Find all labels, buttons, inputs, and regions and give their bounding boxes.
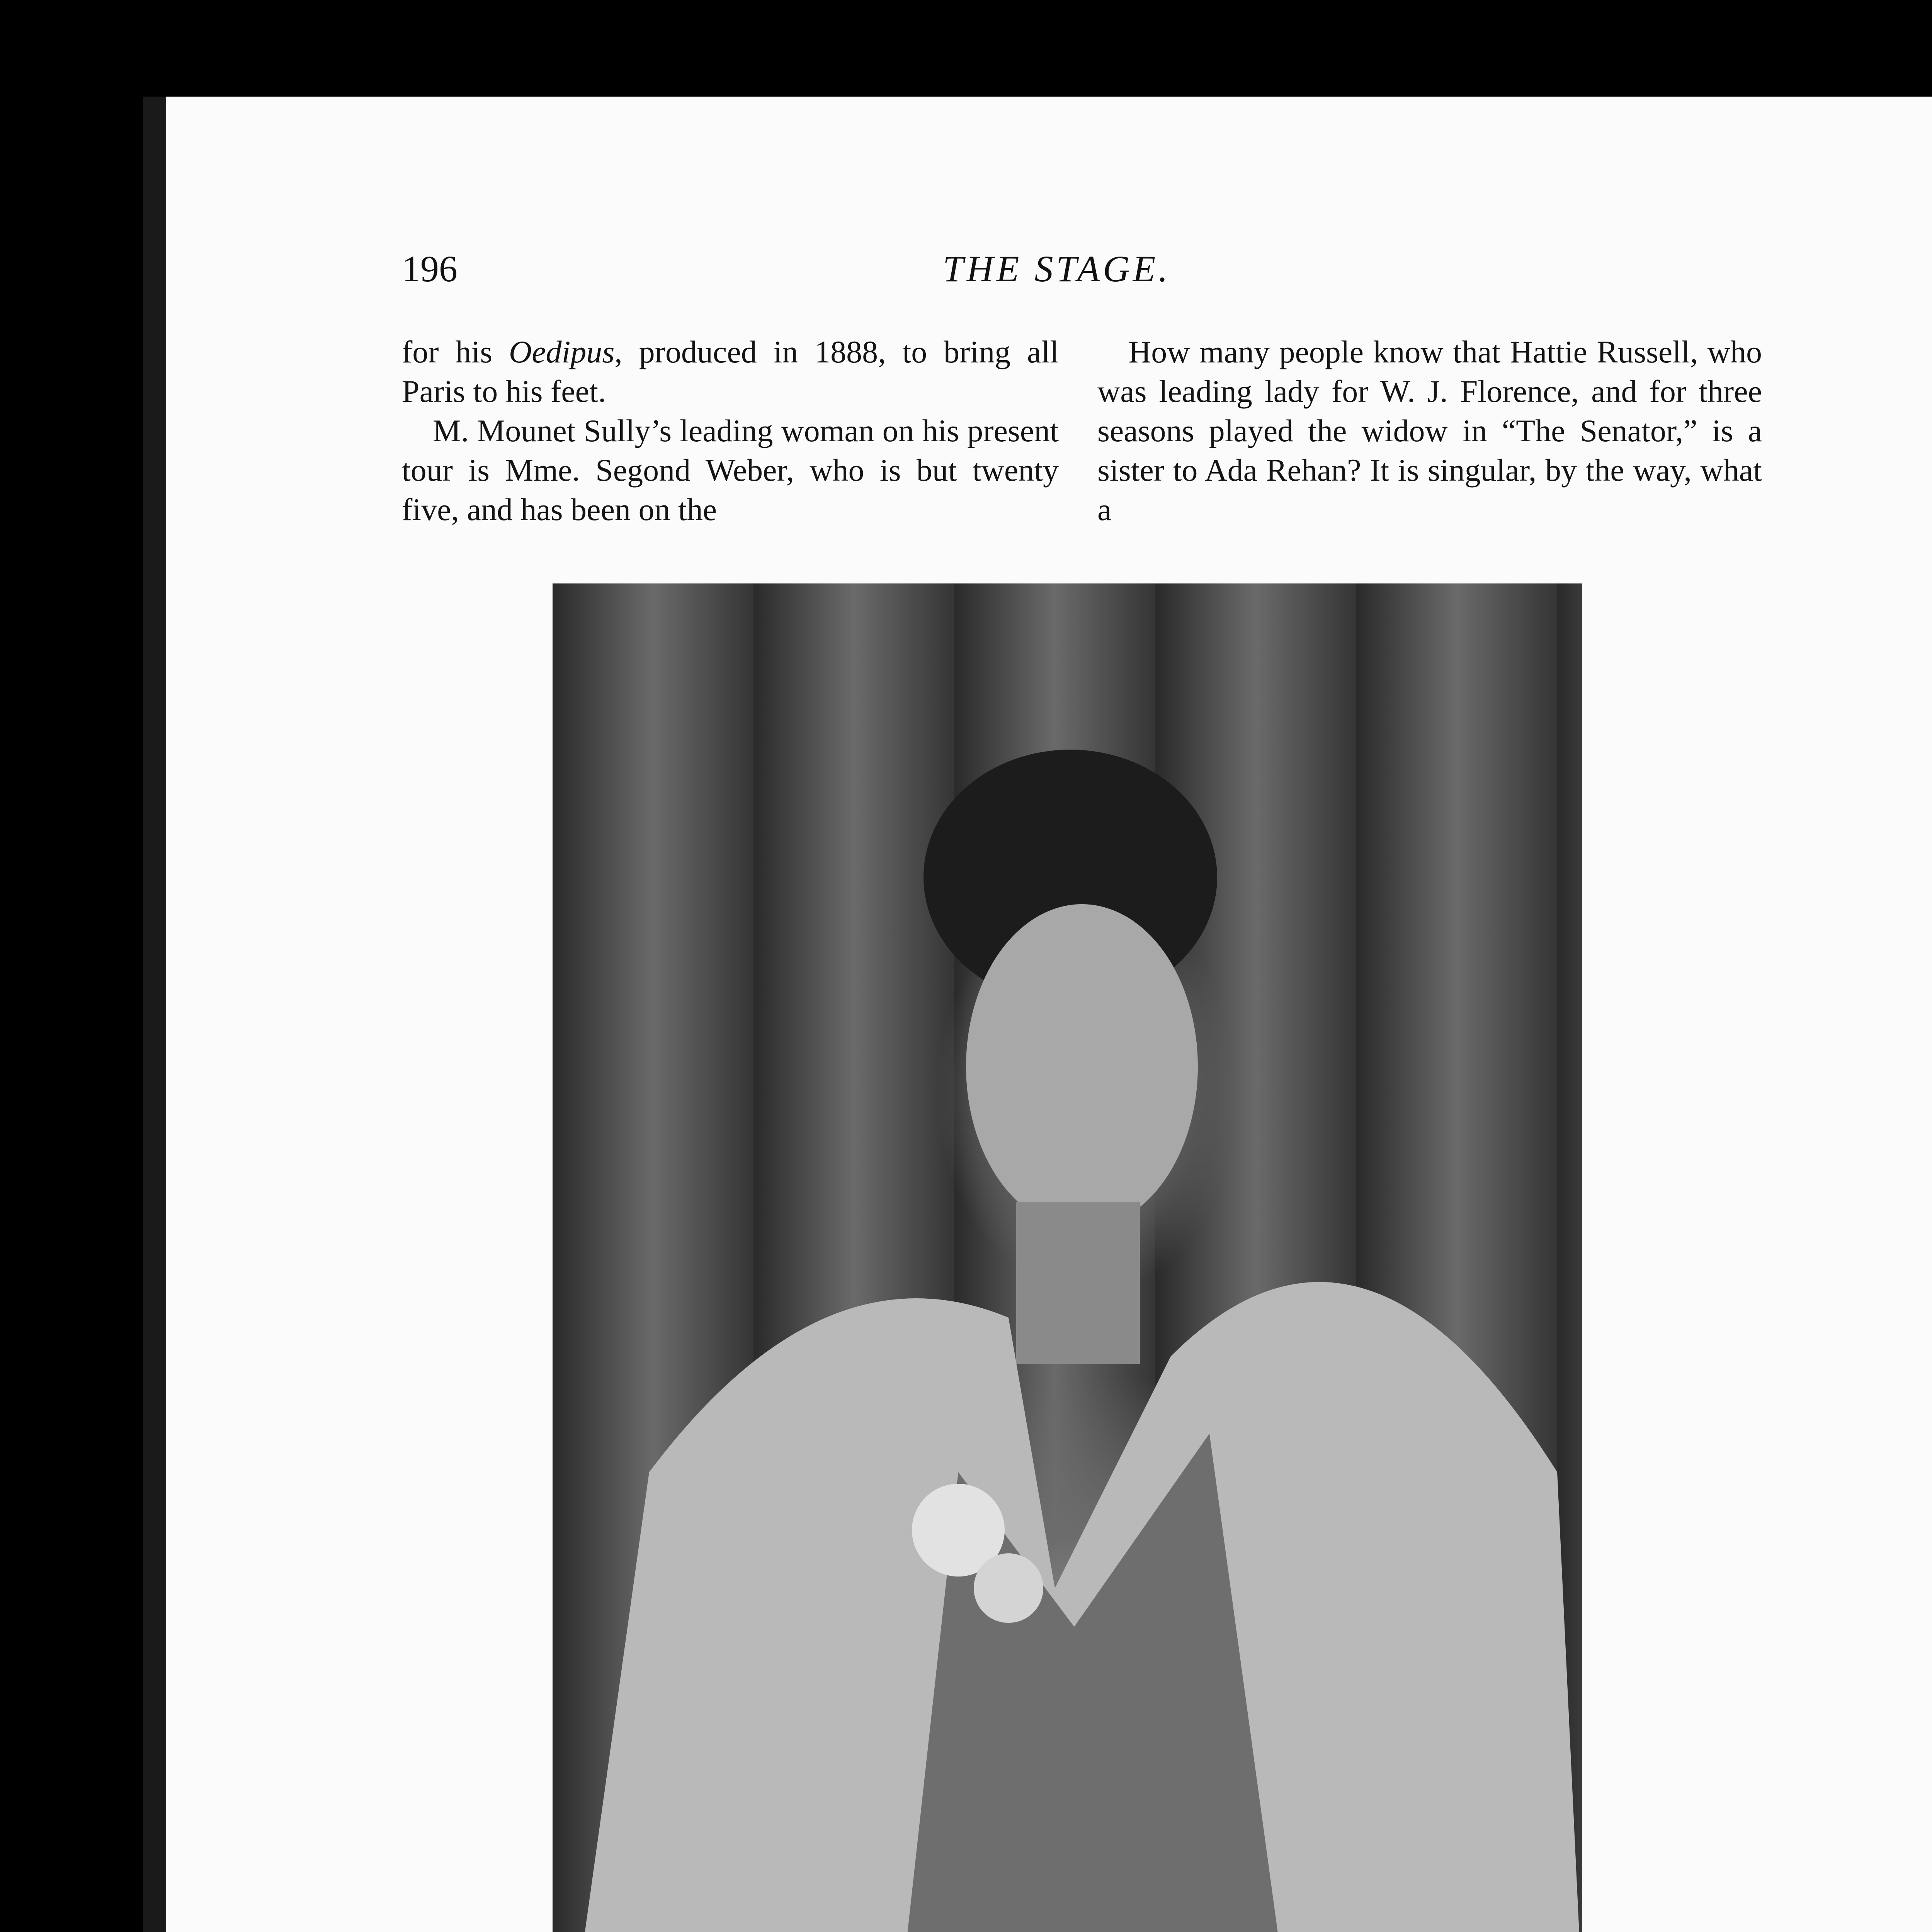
paragraph-hattie-russell: How many people know that Hattie Russell, who was leading lady for W. J. Florence, and for three seasons played the widow in “The Senator,” is a sister to Ada Rehan? It is singular, by the way, what a — [1097, 334, 1762, 527]
column-left-top — [402, 332, 1059, 529]
face-shape — [966, 904, 1198, 1229]
column-right-top — [1097, 332, 1762, 529]
neck-shape — [1016, 1202, 1140, 1364]
page-number: 196 — [402, 248, 457, 289]
title-oedipus: Oedipus — [509, 334, 615, 369]
portrait-illustration — [553, 583, 1582, 1932]
page-gutter — [143, 97, 166, 1932]
paragraph-mounet-sully: M. Mounet Sully’s leading woman on his present tour is Mme. Segond Weber, who is but twenty five, and has been on the — [402, 413, 1059, 527]
flower-corsage-2 — [974, 1553, 1043, 1623]
running-head: THE STAGE. — [943, 248, 1171, 289]
paragraph-oedipus: for his Oedipus, produced in 1888, to bring all Paris to his feet. — [402, 334, 1059, 409]
portrait-photograph — [553, 583, 1582, 1932]
